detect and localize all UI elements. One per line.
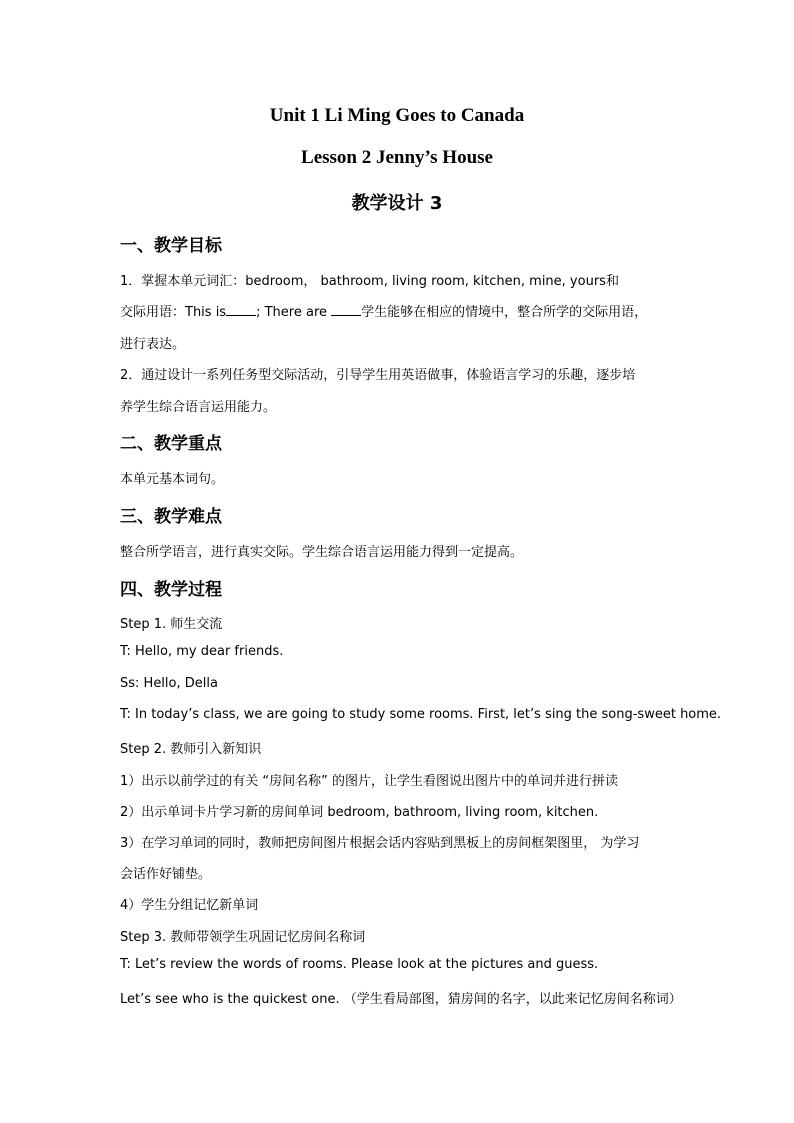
s1-line-2c: 学生能够在相应的情境中，整合所学的交际用语， <box>361 305 648 320</box>
unit-title: Unit 1 Li Ming Goes to Canada <box>269 105 525 126</box>
s1-line-5: 养学生综合语言运用能力。 <box>120 400 277 415</box>
s4-line: Step 3. 教师带领学生巩固记忆房间名称词 <box>120 930 366 945</box>
s4-line: T: Hello, my dear friends. <box>120 644 284 659</box>
s1-line-2b: ; There are <box>256 305 332 320</box>
s1-line-3: 进行表达。 <box>120 337 186 352</box>
s4-line: 4）学生分组记忆新单词 <box>120 898 259 913</box>
section-4-heading: 四、教学过程 <box>120 580 222 600</box>
s1-line-2a: 交际用语：This is <box>120 305 227 320</box>
section-2-heading: 二、教学重点 <box>120 434 222 454</box>
s1-line-1: 1．掌握本单元词汇：bedroom， bathroom, living room, kitchen, mine, yours和 <box>120 274 619 289</box>
blank-2 <box>331 303 361 316</box>
s4-line: Let’s see who is the quickest one. （学生看局部图，猜房间的名字，以此来记忆房间名称词） <box>120 992 682 1007</box>
design-title: 教学设计 3 <box>351 193 443 214</box>
s1-line-4: 2．通过设计一系列任务型交际活动，引导学生用英语做事，体验语言学习的乐趣，逐步培 <box>120 368 636 383</box>
s4-line: 3）在学习单词的同时，教师把房间图片根据会话内容贴到黑板上的房间框架图里， 为学习 <box>120 836 640 851</box>
s2-line-1: 本单元基本词句。 <box>120 472 225 487</box>
section-1-heading: 一、教学目标 <box>120 236 222 256</box>
s4-line: Step 1. 师生交流 <box>120 617 223 632</box>
s1-line-2 <box>120 301 680 320</box>
blank-1 <box>226 303 256 316</box>
s4-line: T: Let’s review the words of rooms. Please look at the pictures and guess. <box>120 957 599 972</box>
s4-line: T: In today’s class, we are going to study some rooms. First, let’s sing the song-sweet home. <box>120 707 722 722</box>
s4-line: 会话作好铺垫。 <box>120 867 212 882</box>
lesson-title: Lesson 2 Jenny’s House <box>301 147 493 168</box>
s4-line: 2）出示单词卡片学习新的房间单词 bedroom, bathroom, living room, kitchen. <box>120 805 599 820</box>
s4-line: Ss: Hello, Della <box>120 676 218 691</box>
section-3-heading: 三、教学难点 <box>120 507 222 527</box>
s4-line: Step 2. 教师引入新知识 <box>120 742 262 757</box>
s4-line: 1）出示以前学过的有关 “房间名称” 的图片，让学生看图说出图片中的单词并进行拼读 <box>120 774 619 789</box>
s3-line-1: 整合所学语言，进行真实交际。学生综合语言运用能力得到一定提高。 <box>120 545 524 560</box>
